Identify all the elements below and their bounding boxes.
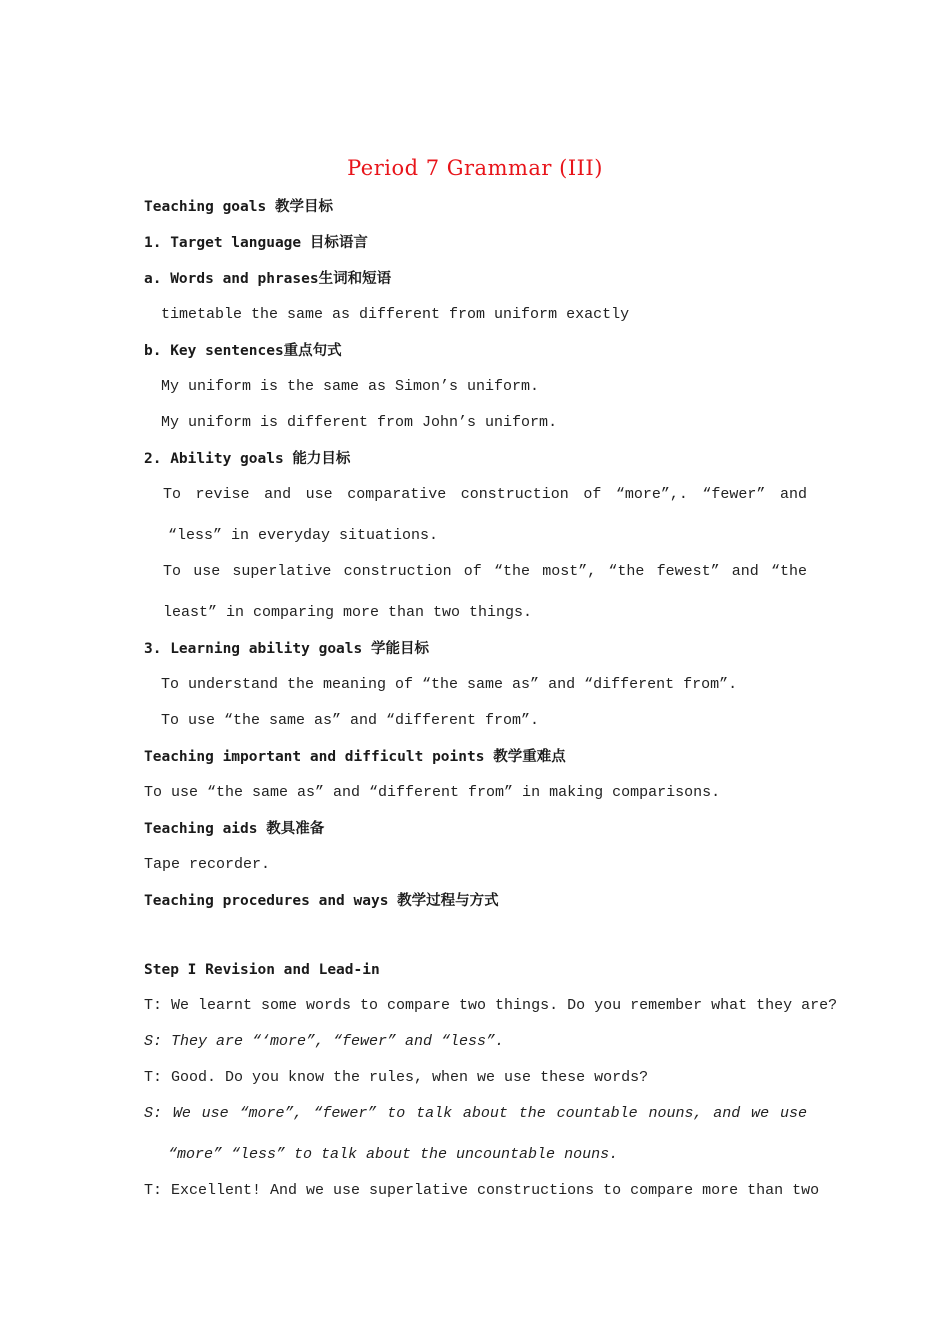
heading-words-phrases: a. Words and phrases生词和短语 <box>144 271 392 287</box>
dialogue-student-1: S: They are “‘more”, “fewer” and “less”. <box>144 1033 505 1050</box>
ability-goal-1-line-1: To revise and use comparative construction of “more”,. “fewer” and <box>163 486 807 503</box>
heading-key-sentences: b. Key sentences重点句式 <box>144 343 342 359</box>
dialogue-teacher-2: T: Good. Do you know the rules, when we use these words? <box>144 1069 649 1086</box>
vocabulary-line: timetable the same as different from uniform exactly <box>161 306 630 323</box>
key-sentence-2: My uniform is different from John’s uniform. <box>161 414 558 431</box>
important-points-text: To use “the same as” and “different from” in making comparisons. <box>144 784 721 801</box>
heading-learning-ability-goals: 3. Learning ability goals 学能目标 <box>144 641 429 657</box>
dialogue-teacher-3: T: Excellent! And we use superlative constructions to compare more than two <box>144 1182 820 1199</box>
heading-teaching-goals: Teaching goals 教学目标 <box>144 199 333 215</box>
heading-ability-goals: 2. Ability goals 能力目标 <box>144 451 351 467</box>
heading-step-1: Step I Revision and Lead-in <box>144 962 380 978</box>
dialogue-student-2-line-1: S: We use “more”, “fewer” to talk about the countable nouns, and we use <box>144 1105 807 1122</box>
heading-target-language: 1. Target language 目标语言 <box>144 235 368 251</box>
ability-goal-2-line-1: To use superlative construction of “the most”, “the fewest” and “the <box>163 563 807 580</box>
learning-goal-2: To use “the same as” and “different from”. <box>161 712 540 729</box>
teaching-aids-text: Tape recorder. <box>144 856 271 873</box>
ability-goal-2-line-2: least” in comparing more than two things. <box>163 604 533 621</box>
document-title: Period 7 Grammar (III) <box>347 156 603 180</box>
dialogue-teacher-1: T: We learnt some words to compare two things. Do you remember what they are? <box>144 997 838 1014</box>
key-sentence-1: My uniform is the same as Simon’s uniform. <box>161 378 540 395</box>
ability-goal-1-line-2: “less” in everyday situations. <box>168 527 439 544</box>
dialogue-student-2-line-2: “more” “less” to talk about the uncountable nouns. <box>168 1146 619 1163</box>
learning-goal-1: To understand the meaning of “the same as” and “different from”. <box>161 676 738 693</box>
heading-important-points: Teaching important and difficult points 教学重难点 <box>144 749 566 765</box>
heading-teaching-aids: Teaching aids 教具准备 <box>144 821 325 837</box>
heading-procedures: Teaching procedures and ways 教学过程与方式 <box>144 893 499 909</box>
